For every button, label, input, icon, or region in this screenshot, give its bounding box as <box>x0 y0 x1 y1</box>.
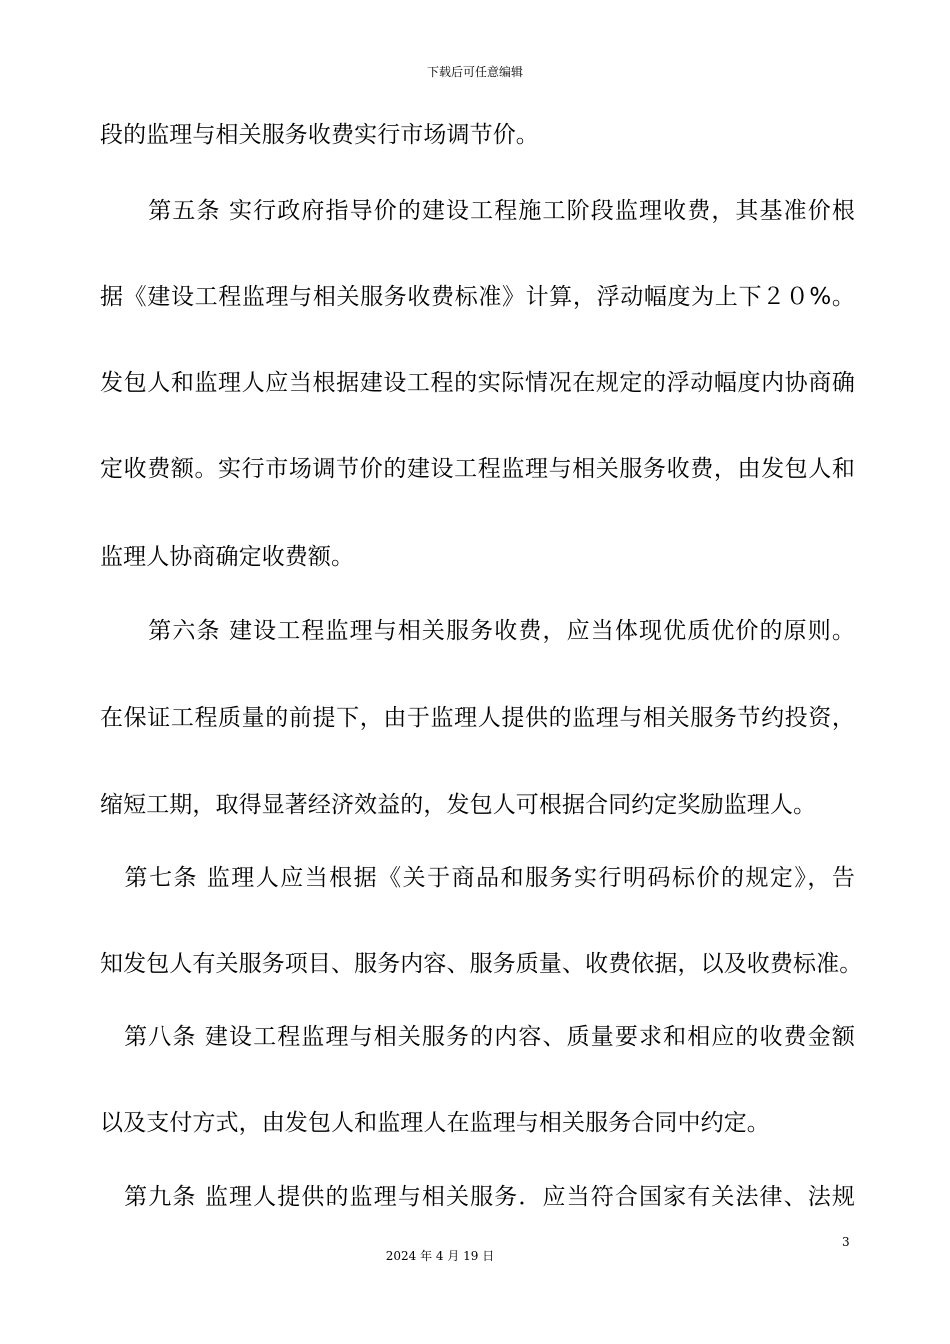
body-line: 据《建设工程监理与相关服务收费标准》计算，浮动幅度为上下２０%。 <box>100 284 855 310</box>
body-line: 以及支付方式，由发包人和监理人在监理与相关服务合同中约定。 <box>100 1110 770 1136</box>
body-line: 缩短工期，取得显著经济效益的，发包人可根据合同约定奖励监理人。 <box>100 792 817 818</box>
page-header: 下载后可任意编辑 <box>426 65 523 79</box>
body-line: 第五条 实行政府指导价的建设工程施工阶段监理收费，其基准价根 <box>100 198 855 224</box>
page-number: 3 <box>842 1235 850 1249</box>
body-line: 发包人和监理人应当根据建设工程的实际情况在规定的浮动幅度内协商确 <box>100 370 855 396</box>
page-footer-date: 2024 年 4 月 19 日 <box>385 1249 495 1263</box>
body-line: 第九条 监理人提供的监理与相关服务．应当符合国家有关法律、法规 <box>100 1184 855 1210</box>
body-line: 在保证工程质量的前提下，由于监理人提供的监理与相关服务节约投资， <box>100 705 855 731</box>
body-line: 第八条 建设工程监理与相关服务的内容、质量要求和相应的收费金额 <box>100 1024 855 1050</box>
body-line: 知发包人有关服务项目、服务内容、服务质量、收费依据，以及收费标准。 <box>100 951 863 977</box>
body-line: 定收费额。实行市场调节价的建设工程监理与相关服务收费，由发包人和 <box>100 456 855 482</box>
body-line: 监理人协商确定收费额。 <box>100 544 355 570</box>
body-line: 第七条 监理人应当根据《关于商品和服务实行明码标价的规定》，告 <box>100 865 855 891</box>
body-line: 第六条 建设工程监理与相关服务收费，应当体现优质优价的原则。 <box>100 618 855 644</box>
body-line: 段的监理与相关服务收费实行市场调节价。 <box>100 122 539 148</box>
